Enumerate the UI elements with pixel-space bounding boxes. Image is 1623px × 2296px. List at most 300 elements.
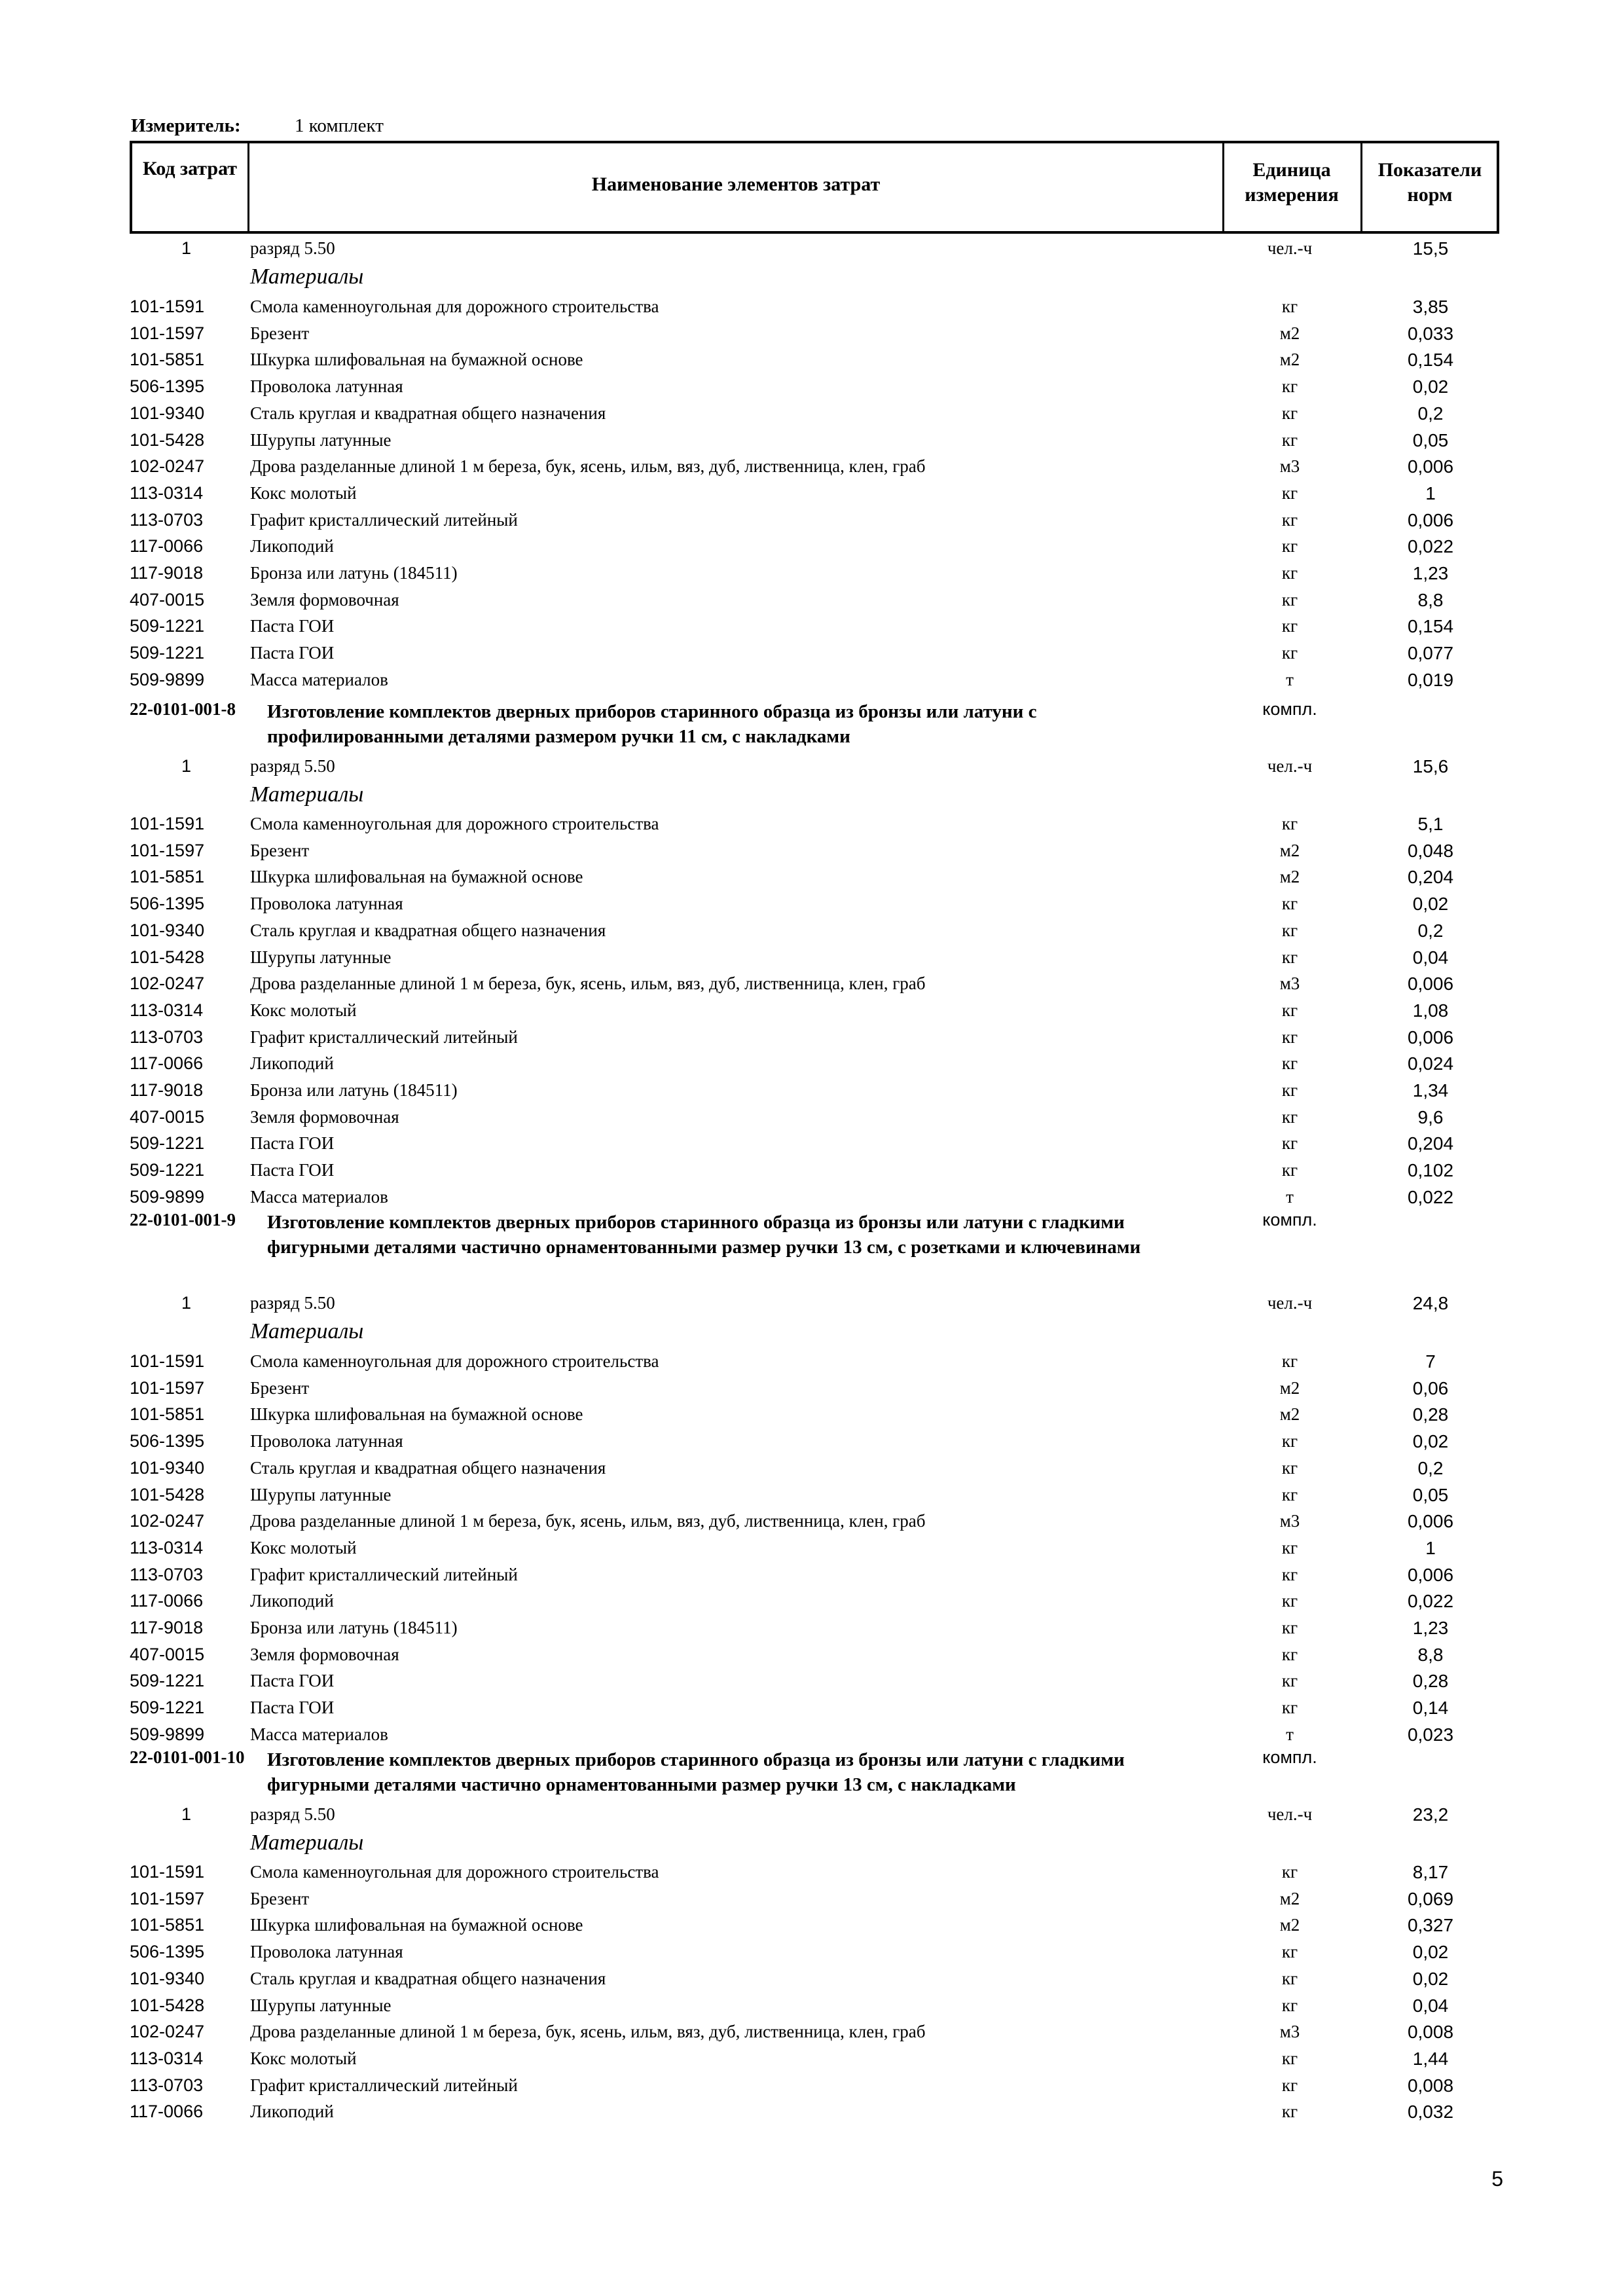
item-name: Паста ГОИ	[250, 643, 335, 663]
item-name: Дрова разделанные длиной 1 м береза, бук, ясень, ильм, вяз, дуб, лиственница, клен, граб	[250, 974, 926, 994]
table-row	[0, 403, 1623, 430]
item-norm: 0,02	[1412, 1968, 1449, 1989]
section-unit: компл.	[1262, 1747, 1317, 1767]
table-row	[0, 1133, 1623, 1160]
item-norm: 0,06	[1412, 1377, 1449, 1398]
header-name: Наименование элементов затрат	[591, 173, 881, 195]
item-code: 509-1221	[130, 616, 205, 636]
item-norm: 1,23	[1412, 563, 1449, 583]
item-name: Ликоподий	[250, 2102, 334, 2122]
item-code: 101-5851	[130, 350, 205, 370]
table-row	[0, 2049, 1623, 2075]
item-name: Паста ГОИ	[250, 616, 335, 636]
item-norm: 0,006	[1407, 1511, 1454, 1532]
table-row	[0, 590, 1623, 617]
table-row	[0, 1591, 1623, 1618]
item-norm: 1,44	[1412, 2048, 1449, 2069]
item-norm: 1	[1425, 1537, 1436, 1558]
table-row	[0, 1107, 1623, 1134]
item-code: 101-1591	[130, 1351, 205, 1371]
table-row	[0, 947, 1623, 974]
materials-heading: Материалы	[250, 1319, 364, 1343]
item-code: 101-1597	[130, 323, 205, 343]
item-norm: 1,08	[1412, 1000, 1449, 1021]
item-unit: кг	[1281, 920, 1298, 940]
item-unit: м3	[1279, 974, 1300, 994]
section-title: Изготовление комплектов дверных приборов старинного образца из бронзы или латуни с гладкими фигурными деталями частично орнаментованными размер ручки 13 см, с розетками и ключевинами	[267, 1212, 1141, 1258]
materials-heading: Материалы	[250, 782, 364, 807]
table-row	[0, 2102, 1623, 2128]
item-norm: 0,102	[1407, 1160, 1454, 1181]
item-code: 101-5428	[130, 429, 205, 450]
item-unit: кг	[1281, 1080, 1298, 1100]
item-name: Проволока латунная	[250, 1431, 403, 1451]
table-row	[0, 1485, 1623, 1512]
section-code: 22-0101-001-8	[130, 699, 236, 719]
item-name: Брезент	[250, 840, 310, 860]
table-row	[0, 536, 1623, 563]
item-unit: кг	[1281, 1698, 1298, 1718]
item-unit: кг	[1281, 1618, 1298, 1637]
item-code: 509-9899	[130, 1724, 205, 1744]
item-unit: м2	[1279, 323, 1300, 343]
item-code: 113-0314	[130, 1000, 204, 1020]
item-unit: кг	[1281, 1968, 1298, 1988]
item-unit: кг	[1281, 1000, 1298, 1020]
table-row	[0, 2075, 1623, 2102]
item-name: Кокс молотый	[250, 483, 357, 503]
item-name: Шкурка шлифовальная на бумажной основе	[250, 350, 583, 370]
item-code: 101-1591	[130, 297, 205, 316]
item-code: 117-9018	[130, 1618, 204, 1637]
item-unit: кг	[1281, 1591, 1298, 1611]
table-row	[0, 350, 1623, 376]
item-unit: кг	[1281, 297, 1298, 316]
item-unit: м2	[1279, 1404, 1300, 1425]
item-code: 113-0314	[130, 2048, 204, 2068]
item-name: Масса материалов	[250, 1724, 388, 1744]
labor-norm: 15,6	[1412, 756, 1449, 776]
item-name: Кокс молотый	[250, 1537, 357, 1558]
item-code: 102-0247	[130, 2022, 205, 2042]
item-code: 113-0703	[130, 1564, 204, 1584]
table-row	[0, 483, 1623, 510]
header-divider	[1360, 143, 1362, 231]
item-unit: кг	[1281, 2102, 1298, 2122]
item-norm: 0,006	[1407, 1564, 1454, 1585]
labor-row	[0, 756, 1623, 783]
item-name: Смола каменноугольная для дорожного строительства	[250, 297, 659, 316]
item-code: 509-9899	[130, 669, 205, 689]
labor-unit: чел.-ч	[1267, 756, 1313, 776]
item-unit: кг	[1281, 563, 1298, 583]
item-name: Земля формовочная	[250, 1106, 399, 1127]
section-code: 22-0101-001-10	[130, 1747, 245, 1767]
section-code: 22-0101-001-9	[130, 1210, 236, 1230]
labor-row	[0, 1804, 1623, 1831]
table-row	[0, 841, 1623, 867]
item-code: 101-9340	[130, 403, 205, 423]
item-name: Сталь круглая и квадратная общего назначения	[250, 403, 606, 423]
item-norm: 0,02	[1412, 1431, 1449, 1452]
item-unit: кг	[1281, 1942, 1298, 1962]
item-unit: кг	[1281, 1564, 1298, 1584]
item-unit: кг	[1281, 814, 1298, 833]
item-unit: кг	[1281, 1995, 1298, 2015]
item-code: 101-5851	[130, 1915, 205, 1935]
table-row	[0, 1027, 1623, 1054]
table-row	[0, 1458, 1623, 1485]
table-row	[0, 1080, 1623, 1107]
item-code: 101-9340	[130, 1968, 205, 1988]
item-unit: м2	[1279, 867, 1300, 887]
item-unit: кг	[1281, 2075, 1298, 2095]
item-name: Графит кристаллический литейный	[250, 1564, 518, 1584]
item-name: Земля формовочная	[250, 1644, 399, 1664]
page-number: 5	[1491, 2167, 1503, 2191]
item-norm: 0,032	[1407, 2102, 1454, 2123]
item-name: Масса материалов	[250, 669, 388, 689]
table-row	[0, 430, 1623, 457]
item-unit: м3	[1279, 1511, 1300, 1531]
item-code: 509-1221	[130, 1698, 205, 1718]
labor-name: разряд 5.50	[250, 238, 335, 258]
item-code: 506-1395	[130, 1942, 205, 1962]
item-name: Брезент	[250, 323, 310, 343]
item-unit: кг	[1281, 1671, 1298, 1691]
labor-norm: 15,5	[1412, 238, 1449, 259]
item-name: Ликоподий	[250, 1591, 334, 1611]
item-code: 102-0247	[130, 974, 205, 994]
labor-unit: чел.-ч	[1267, 1293, 1313, 1313]
labor-unit: чел.-ч	[1267, 238, 1313, 258]
item-norm: 1,34	[1412, 1080, 1449, 1101]
item-norm: 0,14	[1412, 1698, 1449, 1719]
item-code: 506-1395	[130, 376, 205, 397]
table-row	[0, 1053, 1623, 1080]
item-norm: 0,28	[1412, 1404, 1449, 1425]
item-code: 117-9018	[130, 563, 204, 583]
item-norm: 0,008	[1407, 2022, 1454, 2043]
item-code: 506-1395	[130, 894, 205, 914]
item-norm: 0,033	[1407, 323, 1454, 344]
item-unit: т	[1286, 1724, 1294, 1744]
item-code: 407-0015	[130, 589, 205, 610]
item-unit: кг	[1281, 643, 1298, 663]
item-name: Сталь круглая и квадратная общего назначения	[250, 920, 606, 940]
section-title: Изготовление комплектов дверных приборов старинного образца из бронзы или латуни с профилированными деталями размером ручки 11 см, с накладками	[267, 701, 1037, 747]
item-code: 101-1597	[130, 1888, 205, 1908]
item-unit: кг	[1281, 2048, 1298, 2068]
item-name: Брезент	[250, 1377, 310, 1398]
item-norm: 0,02	[1412, 1942, 1449, 1963]
item-name: Сталь круглая и квадратная общего назначения	[250, 1968, 606, 1988]
table-row	[0, 616, 1623, 643]
item-code: 113-0314	[130, 483, 204, 503]
item-norm: 8,8	[1417, 1644, 1444, 1665]
item-name: Графит кристаллический литейный	[250, 509, 518, 530]
item-unit: кг	[1281, 1133, 1298, 1154]
item-unit: кг	[1281, 1053, 1298, 1074]
labor-row	[0, 1293, 1623, 1320]
item-norm: 0,006	[1407, 1027, 1454, 1048]
item-code: 101-5428	[130, 947, 205, 967]
item-name: Бронза или латунь (184511)	[250, 1618, 458, 1637]
item-unit: кг	[1281, 589, 1298, 610]
table-row	[0, 1378, 1623, 1405]
labor-norm: 24,8	[1412, 1293, 1449, 1313]
item-norm: 0,02	[1412, 894, 1449, 915]
item-norm: 7	[1425, 1351, 1436, 1372]
item-unit: кг	[1281, 1160, 1298, 1180]
item-unit: т	[1286, 1186, 1294, 1207]
item-name: Шурупы латунные	[250, 947, 392, 967]
item-name: Дрова разделанные длиной 1 м береза, бук, ясень, ильм, вяз, дуб, лиственница, клен, граб	[250, 2022, 926, 2042]
item-unit: кг	[1281, 483, 1298, 503]
table-row	[0, 1431, 1623, 1458]
item-name: Кокс молотый	[250, 2048, 357, 2068]
table-row	[0, 867, 1623, 894]
labor-name: разряд 5.50	[250, 756, 335, 776]
section-unit: компл.	[1262, 1210, 1317, 1230]
table-row	[0, 1511, 1623, 1538]
item-code: 101-1597	[130, 1377, 205, 1398]
item-norm: 0,023	[1407, 1724, 1454, 1745]
item-norm: 0,006	[1407, 456, 1454, 477]
header-code: Код затрат	[142, 158, 238, 179]
item-name: Ликоподий	[250, 536, 334, 556]
item-unit: кг	[1281, 947, 1298, 967]
item-code: 117-0066	[130, 536, 204, 556]
item-norm: 0,006	[1407, 974, 1454, 994]
item-code: 117-0066	[130, 2102, 204, 2122]
table-row	[0, 1351, 1623, 1378]
item-name: Дрова разделанные длиной 1 м береза, бук, ясень, ильм, вяз, дуб, лиственница, клен, граб	[250, 456, 926, 477]
labor-norm: 23,2	[1412, 1804, 1449, 1825]
item-name: Земля формовочная	[250, 589, 399, 610]
table-row	[0, 1995, 1623, 2022]
labor-row	[0, 238, 1623, 265]
labor-code: 1	[181, 238, 191, 258]
table-row	[0, 1942, 1623, 1969]
item-name: Шкурка шлифовальная на бумажной основе	[250, 867, 583, 887]
table-row	[0, 1671, 1623, 1698]
table-row	[0, 1565, 1623, 1592]
item-code: 113-0314	[130, 1537, 204, 1558]
item-name: Смола каменноугольная для дорожного строительства	[250, 1862, 659, 1882]
table-row	[0, 1645, 1623, 1671]
table-row	[0, 814, 1623, 841]
item-norm: 0,05	[1412, 1484, 1449, 1505]
item-unit: кг	[1281, 509, 1298, 530]
item-norm: 0,2	[1417, 403, 1444, 424]
table-row	[0, 1915, 1623, 1942]
item-norm: 1	[1425, 483, 1436, 503]
item-name: Шкурка шлифовальная на бумажной основе	[250, 1404, 583, 1425]
item-norm: 0,154	[1407, 616, 1454, 637]
item-norm: 0,022	[1407, 536, 1454, 557]
item-norm: 0,28	[1412, 1671, 1449, 1692]
item-name: Проволока латунная	[250, 376, 403, 397]
item-norm: 0,022	[1407, 1186, 1454, 1207]
item-code: 117-9018	[130, 1080, 204, 1100]
table-row	[0, 1404, 1623, 1431]
item-unit: м2	[1279, 1377, 1300, 1398]
item-norm: 0,05	[1412, 429, 1449, 450]
materials-heading: Материалы	[250, 1831, 364, 1855]
section-unit: компл.	[1262, 699, 1317, 719]
item-norm: 0,024	[1407, 1053, 1454, 1074]
table-row	[0, 974, 1623, 1000]
item-unit: кг	[1281, 1644, 1298, 1664]
item-code: 101-5428	[130, 1484, 205, 1504]
item-name: Бронза или латунь (184511)	[250, 563, 458, 583]
item-norm: 8,8	[1417, 589, 1444, 610]
item-norm: 0,04	[1412, 947, 1449, 968]
item-norm: 0,327	[1407, 1915, 1454, 1936]
table-row	[0, 510, 1623, 537]
table-row	[0, 2022, 1623, 2049]
item-code: 113-0703	[130, 509, 204, 530]
item-name: Паста ГОИ	[250, 1133, 335, 1154]
table-row	[0, 297, 1623, 323]
item-unit: м2	[1279, 1888, 1300, 1908]
item-name: Смола каменноугольная для дорожного строительства	[250, 814, 659, 833]
item-norm: 0,048	[1407, 840, 1454, 861]
item-unit: м2	[1279, 1915, 1300, 1935]
section-title: Изготовление комплектов дверных приборов старинного образца из бронзы или латуни с гладкими фигурными деталями частично орнаментованными размер ручки 13 см, с накладками	[267, 1749, 1125, 1795]
labor-code: 1	[181, 1293, 191, 1313]
item-unit: кг	[1281, 1537, 1298, 1558]
table-row	[0, 894, 1623, 920]
header-unit: Единица измерения	[1245, 159, 1339, 206]
item-unit: кг	[1281, 1862, 1298, 1882]
item-unit: кг	[1281, 376, 1298, 397]
item-norm: 0,019	[1407, 669, 1454, 690]
labor-unit: чел.-ч	[1267, 1804, 1313, 1824]
item-name: Дрова разделанные длиной 1 м береза, бук, ясень, ильм, вяз, дуб, лиственница, клен, граб	[250, 1511, 926, 1531]
item-unit: кг	[1281, 536, 1298, 556]
item-name: Графит кристаллический литейный	[250, 1027, 518, 1047]
item-code: 509-1221	[130, 1160, 205, 1180]
header-norm: Показатели норм	[1377, 159, 1482, 206]
table-row	[0, 456, 1623, 483]
item-code: 101-1591	[130, 814, 205, 833]
item-norm: 0,02	[1412, 376, 1449, 397]
table-row	[0, 1969, 1623, 1995]
item-unit: кг	[1281, 1431, 1298, 1451]
table-row	[0, 1160, 1623, 1187]
meter-label: Измеритель:	[131, 115, 241, 136]
item-unit: кг	[1281, 403, 1298, 423]
item-code: 102-0247	[130, 1511, 205, 1531]
item-name: Паста ГОИ	[250, 1671, 335, 1691]
table-row	[0, 920, 1623, 947]
item-code: 101-9340	[130, 920, 205, 940]
table-row	[0, 1000, 1623, 1027]
item-code: 509-1221	[130, 643, 205, 663]
item-unit: м3	[1279, 456, 1300, 477]
item-name: Смола каменноугольная для дорожного строительства	[250, 1351, 659, 1371]
item-code: 117-0066	[130, 1591, 204, 1611]
item-norm: 0,2	[1417, 1457, 1444, 1478]
item-unit: кг	[1281, 1351, 1298, 1371]
item-unit: кг	[1281, 1484, 1298, 1504]
item-code: 506-1395	[130, 1431, 205, 1451]
item-name: Масса материалов	[250, 1186, 388, 1207]
labor-code: 1	[181, 756, 191, 776]
item-norm: 8,17	[1412, 1862, 1449, 1882]
item-name: Сталь круглая и квадратная общего назначения	[250, 1457, 606, 1478]
table-row	[0, 1862, 1623, 1889]
item-unit: кг	[1281, 894, 1298, 914]
item-unit: м2	[1279, 840, 1300, 860]
item-code: 117-0066	[130, 1053, 204, 1074]
item-norm: 1,23	[1412, 1618, 1449, 1638]
item-norm: 0,022	[1407, 1591, 1454, 1612]
table-row	[0, 1889, 1623, 1916]
item-norm: 3,85	[1412, 297, 1449, 317]
item-unit: кг	[1281, 1106, 1298, 1127]
item-name: Шурупы латунные	[250, 1484, 392, 1504]
table-row	[0, 670, 1623, 697]
table-row	[0, 1538, 1623, 1565]
item-norm: 9,6	[1417, 1106, 1444, 1127]
item-code: 101-1591	[130, 1862, 205, 1882]
item-unit: м2	[1279, 350, 1300, 370]
labor-name: разряд 5.50	[250, 1804, 335, 1824]
item-unit: кг	[1281, 429, 1298, 450]
meter-value: 1 комплект	[295, 115, 384, 136]
item-unit: т	[1286, 669, 1294, 689]
item-code: 101-9340	[130, 1457, 205, 1478]
item-norm: 0,2	[1417, 920, 1444, 941]
item-name: Шурупы латунные	[250, 1995, 392, 2015]
item-name: Графит кристаллический литейный	[250, 2075, 518, 2095]
item-code: 101-5851	[130, 1404, 205, 1425]
table-row	[0, 563, 1623, 590]
item-name: Шурупы латунные	[250, 429, 392, 450]
materials-heading: Материалы	[250, 264, 364, 289]
item-unit: кг	[1281, 616, 1298, 636]
table-row	[0, 1618, 1623, 1645]
item-norm: 0,069	[1407, 1888, 1454, 1909]
item-unit: м3	[1279, 2022, 1300, 2042]
item-code: 509-1221	[130, 1133, 205, 1154]
item-name: Шкурка шлифовальная на бумажной основе	[250, 1915, 583, 1935]
item-name: Проволока латунная	[250, 1942, 403, 1962]
item-norm: 0,008	[1407, 2075, 1454, 2096]
item-code: 113-0703	[130, 2075, 204, 2095]
item-name: Бронза или латунь (184511)	[250, 1080, 458, 1100]
header-divider	[247, 143, 249, 231]
table-header	[130, 141, 1499, 234]
item-code: 101-5428	[130, 1995, 205, 2015]
item-name: Брезент	[250, 1888, 310, 1908]
table-row	[0, 1698, 1623, 1724]
item-norm: 0,154	[1407, 350, 1454, 371]
item-unit: кг	[1281, 1457, 1298, 1478]
item-code: 101-1597	[130, 840, 205, 860]
item-code: 102-0247	[130, 456, 205, 477]
item-code: 113-0703	[130, 1027, 204, 1047]
item-norm: 0,204	[1407, 867, 1454, 888]
header-divider	[1222, 143, 1224, 231]
meter-line	[131, 115, 384, 137]
table-row	[0, 643, 1623, 670]
item-code: 101-5851	[130, 867, 205, 887]
item-norm: 0,006	[1407, 509, 1454, 530]
